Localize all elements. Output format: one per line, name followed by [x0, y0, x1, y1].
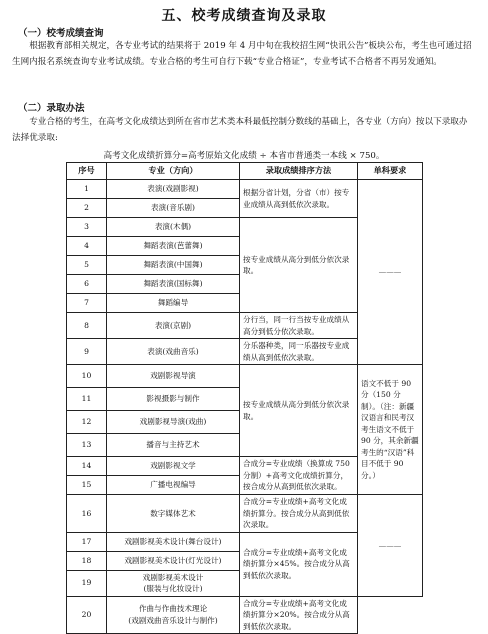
row-index: 19 — [67, 570, 107, 596]
row-index: 7 — [67, 294, 107, 313]
row-index: 15 — [67, 476, 107, 495]
section1-heading: （一）校考成绩查询 — [18, 28, 104, 39]
row-index: 20 — [67, 596, 107, 634]
row-major: 戏剧影视美术设计(舞台设计) — [107, 532, 240, 551]
row-index: 16 — [67, 495, 107, 533]
requirement-cell: ——— — [358, 495, 423, 597]
row-index: 6 — [67, 275, 107, 294]
header-requirement: 单科要求 — [358, 163, 423, 180]
header-major: 专业（方向） — [107, 163, 240, 180]
requirement-cell: ——— — [358, 180, 423, 365]
method-cell: 合成分=专业成绩（换算成 750 分制）+高考文化成绩折算分，按合成分从高到低依次录取。 — [240, 457, 358, 495]
row-index: 12 — [67, 411, 107, 434]
row-major: 影视摄影与制作 — [107, 388, 240, 411]
header-method: 录取成绩排序方法 — [240, 163, 358, 180]
method-cell: 分行当，同一行当按专业成绩从高分到低分依次录取。 — [240, 313, 358, 339]
row-index: 2 — [67, 199, 107, 218]
row-major: 表演(戏曲音乐) — [107, 339, 240, 365]
row-major: 舞蹈编导 — [107, 294, 240, 313]
row-index: 1 — [67, 180, 107, 199]
admission-table — [66, 162, 423, 634]
row-major: 舞蹈表演(国标舞) — [107, 275, 240, 294]
section1-paragraph: 根据教育部相关规定，各专业考试的结果将于 2019 年 4 月中旬在我校招生网“快讯公告”板块公布，考生也可通过招生网内报名系统查询专业考试成绩。专业合格的考生可自行下载“专业合格证”，专业考试不合格者不再另发通知。 — [12, 41, 472, 67]
row-major: 广播电视编导 — [107, 476, 240, 495]
method-cell: 合成分=专业成绩+高考文化成绩折算分×45%。按合成分从高到低依次录取。 — [240, 532, 358, 596]
row-index: 9 — [67, 339, 107, 365]
row-major: 舞蹈表演(中国舞) — [107, 256, 240, 275]
section2-heading: （二）录取办法 — [18, 103, 85, 114]
table-header-row — [67, 163, 423, 180]
table-row — [67, 365, 423, 388]
page-title: 五、校考成绩查询及录取 — [161, 8, 327, 24]
row-major: 表演(戏剧影视) — [107, 180, 240, 199]
row-major: 戏剧影视导演 — [107, 365, 240, 388]
method-cell: 合成分=专业成绩+高考文化成绩折算分。按合成分从高到低依次录取。 — [240, 495, 358, 533]
row-major: 戏剧影视导演(戏曲) — [107, 411, 240, 434]
row-index: 13 — [67, 434, 107, 457]
header-index: 序号 — [67, 163, 107, 180]
row-index: 10 — [67, 365, 107, 388]
row-major: 戏剧影视美术设计 (服装与化妆设计) — [107, 570, 240, 596]
row-major: 舞蹈表演(芭蕾舞) — [107, 237, 240, 256]
row-major: 表演(木偶) — [107, 218, 240, 237]
method-cell: 分乐器种类，同一乐器按专业成绩从高到低依次录取。 — [240, 339, 358, 365]
table-row — [67, 596, 423, 634]
row-index: 18 — [67, 551, 107, 570]
row-major: 戏剧影视美术设计(灯光设计) — [107, 551, 240, 570]
method-cell: 根据分省计划，分省（市）按专业成绩从高到低依次录取。 — [240, 180, 358, 218]
method-cell: 合成分=专业成绩+高考文化成绩折算分×20%。按合成分从高到低依次录取。 — [240, 596, 358, 634]
row-index: 5 — [67, 256, 107, 275]
row-index: 4 — [67, 237, 107, 256]
method-cell: 按专业成绩从高分到低分依次录取。 — [240, 218, 358, 313]
row-index: 8 — [67, 313, 107, 339]
row-index: 11 — [67, 388, 107, 411]
row-index: 17 — [67, 532, 107, 551]
row-major: 播音与主持艺术 — [107, 434, 240, 457]
table-row — [67, 495, 423, 533]
requirement-cell: 语文不低于 90 分（150 分制）。（注：新疆汉语言和民考汉考生语文不低于 90 分，其余新疆考生的“汉语”科目不低于 90 分。） — [358, 365, 423, 495]
method-cell: 按专业成绩从高分到低分依次录取。 — [240, 365, 358, 457]
row-major: 表演(京剧) — [107, 313, 240, 339]
row-major: 数字媒体艺术 — [107, 495, 240, 533]
row-index: 3 — [67, 218, 107, 237]
row-index: 14 — [67, 457, 107, 476]
row-major: 表演(音乐剧) — [107, 199, 240, 218]
row-major: 作曲与作曲技术理论 (戏剧戏曲音乐设计与制作) — [107, 596, 240, 634]
row-major: 戏剧影视文学 — [107, 457, 240, 476]
section2-paragraph: 专业合格的考生，在高考文化成绩达到所在省市艺术类本科最低控制分数线的基础上，各专业（方向）按以下录取办法择优录取: — [12, 117, 468, 143]
conversion-formula: 高考文化成绩折算分=高考原始文化成绩 ÷ 本省市普通类一本线 × 750。 — [103, 151, 385, 161]
table-row — [67, 180, 423, 199]
